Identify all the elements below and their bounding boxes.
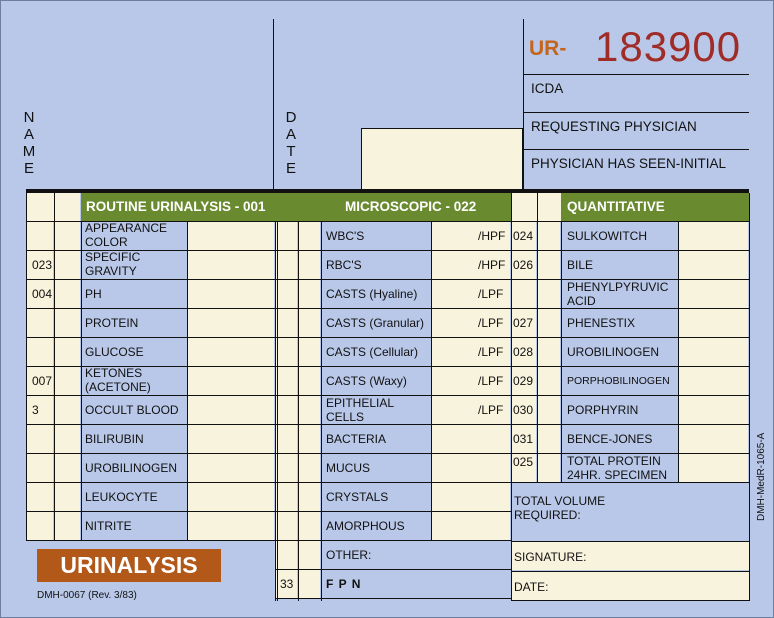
micro-test-label: BACTERIA [326,432,387,446]
date-footer-label: DATE: [514,580,549,594]
routine-test-label: UROBILINOGEN [85,461,178,475]
micro-check-cell[interactable] [299,570,320,598]
row-rule [26,279,275,280]
header-divider-left [273,19,274,191]
micro-check-cell[interactable] [299,280,320,308]
quant-test-label: PHENESTIX [567,316,636,330]
row-rule [26,424,275,425]
row-rule [275,598,511,599]
ur-prefix: UR- [529,37,567,60]
routine-code-header-cell [26,193,54,221]
quant-check-cell[interactable] [538,309,560,337]
routine-check-cell[interactable] [55,512,80,540]
urinalysis-badge: URINALYSIS [37,549,221,582]
section-header-quantitative: QUANTITATIVE [561,193,749,221]
micro-test-label: CASTS (Waxy) [326,374,407,388]
quant-test-label: PORPHOBILINOGEN [567,375,670,387]
row-rule [275,250,511,251]
micro-check-cell[interactable] [299,338,320,366]
routine-check-header-cell [55,193,80,221]
row-rule [511,250,749,251]
routine-code: 023 [32,258,53,272]
column-rule [561,193,562,483]
micro-check-cell[interactable] [299,251,320,279]
routine-check-cell[interactable] [55,251,80,279]
micro-code-cell[interactable] [275,541,297,569]
micro-test-label: F P N [326,577,362,591]
row-rule [511,424,749,425]
row-rule [511,541,749,542]
row-rule [511,221,749,222]
ur-number: 183900 [595,23,742,70]
routine-test-label: PROTEIN [85,316,139,330]
routine-code: 3 [32,403,39,417]
quant-code: 025 [513,455,534,469]
column-rule [511,193,512,601]
row-rule [26,395,275,396]
routine-check-cell[interactable] [55,338,80,366]
micro-code-cell[interactable] [275,483,297,511]
quant-check-header-cell [538,193,561,221]
row-rule [26,453,275,454]
routine-result-cell[interactable] [188,309,274,337]
routine-check-cell[interactable] [55,396,80,424]
row-rule [511,337,749,338]
quant-check-cell[interactable] [538,425,560,453]
quant-code: 031 [513,432,534,446]
quant-check-cell[interactable] [538,222,560,250]
micro-check-cell[interactable] [299,425,320,453]
micro-code-cell[interactable] [275,367,297,395]
quant-code: 028 [513,345,534,359]
routine-test-label: NITRITE [85,519,132,533]
micro-test-label: CASTS (Cellular) [326,345,419,359]
column-rule [275,193,276,601]
row-rule [26,482,275,483]
row-rule [275,221,511,222]
row-rule [275,279,511,280]
micro-code-cell[interactable] [275,251,297,279]
quant-result-cell[interactable] [679,309,748,337]
routine-result-cell[interactable] [188,425,274,453]
routine-check-cell[interactable] [55,425,80,453]
micro-code-cell[interactable] [275,338,297,366]
routine-test-label: BILIRUBIN [85,432,144,446]
row-rule [275,424,511,425]
divider [523,149,749,150]
row-rule [26,308,275,309]
quant-test-label: PHENYLPYRUVIC ACID [567,280,669,308]
quant-result-cell[interactable] [679,280,748,308]
quant-test-label: PORPHYRIN [567,403,639,417]
quant-test-label: BENCE-JONES [567,432,653,446]
routine-code-cell[interactable] [26,483,53,511]
routine-code: 004 [32,287,53,301]
row-rule [275,540,511,541]
icda-label: ICDA [531,81,564,96]
routine-result-cell[interactable] [188,396,274,424]
quant-code: 026 [513,258,534,272]
requesting-physician-label: REQUESTING PHYSICIAN [531,119,697,134]
quant-result-cell[interactable] [679,338,748,366]
row-rule [511,395,749,396]
quant-result-cell[interactable] [679,454,748,482]
micro-code-cell[interactable] [275,512,297,540]
micro-unit: /HPF [478,229,506,243]
routine-check-cell[interactable] [55,367,80,395]
date-label: D A T E [285,109,297,177]
section-header-microscopic: MICROSCOPIC - 022 [275,193,511,221]
row-rule [26,540,275,541]
micro-test-label: RBC'S [326,258,362,272]
routine-code-cell[interactable] [26,396,53,424]
column-rule [81,193,82,540]
quant-code: 024 [513,229,534,243]
routine-result-cell[interactable] [188,512,274,540]
micro-code-cell[interactable] [275,280,297,308]
routine-test-label: GLUCOSE [85,345,144,359]
routine-check-cell[interactable] [55,483,80,511]
routine-code-cell[interactable] [26,425,53,453]
routine-result-cell[interactable] [188,454,274,482]
routine-check-cell[interactable] [55,454,80,482]
divider [523,74,749,75]
micro-code-cell[interactable] [275,222,297,250]
routine-result-cell[interactable] [188,367,274,395]
micro-code-cell[interactable] [275,425,297,453]
routine-result-cell[interactable] [188,222,274,250]
micro-check-cell[interactable] [299,512,320,540]
header-divider-right [523,19,524,191]
row-rule [511,366,749,367]
micro-check-cell[interactable] [299,483,320,511]
quant-code-cell[interactable] [511,280,536,308]
routine-test-label: LEUKOCYTE [85,490,158,504]
quant-code: 027 [513,316,534,330]
divider [523,112,749,113]
routine-code-cell[interactable] [26,454,53,482]
quant-test-label: TOTAL PROTEIN 24HR. SPECIMEN [567,454,668,482]
routine-check-cell[interactable] [55,309,80,337]
column-rule [749,193,750,601]
row-rule [275,482,511,483]
name-label: N A M E [22,109,36,177]
column-rule [298,221,299,601]
micro-check-cell[interactable] [299,541,320,569]
row-rule [275,308,511,309]
routine-test-label: KETONES (ACETONE) [85,366,151,394]
column-rule [537,193,538,483]
micro-unit: /LPF [478,316,504,330]
micro-test-label: WBC'S [326,229,365,243]
row-rule [275,511,511,512]
micro-code-cell[interactable] [275,396,297,424]
micro-check-cell[interactable] [299,396,320,424]
micro-unit: /LPF [478,287,504,301]
total-volume-label: TOTAL VOLUME REQUIRED: [514,494,606,522]
micro-check-cell[interactable] [299,454,320,482]
row-rule [275,569,511,570]
routine-result-cell[interactable] [188,338,274,366]
quant-result-cell[interactable] [679,251,748,279]
quant-check-cell[interactable] [538,280,560,308]
column-rule [54,193,55,540]
micro-test-label: EPITHELIAL CELLS [326,396,395,424]
column-rule [431,221,432,540]
micro-code-cell[interactable] [275,309,297,337]
row-rule [511,571,749,572]
row-rule [275,337,511,338]
physician-seen-label: PHYSICIAN HAS SEEN-INITIAL [531,156,727,171]
row-rule [26,250,275,251]
micro-unit: /LPF [478,403,504,417]
routine-result-cell[interactable] [188,251,274,279]
routine-check-cell[interactable] [55,280,80,308]
routine-check-cell[interactable] [55,222,80,250]
row-rule [26,511,275,512]
column-rule [321,221,322,601]
micro-code: 33 [280,577,294,591]
quant-result-cell[interactable] [679,367,748,395]
micro-result-cell[interactable] [432,425,510,453]
routine-code-cell[interactable] [26,222,53,250]
row-rule [511,308,749,309]
row-rule [275,366,511,367]
quant-test-label: UROBILINOGEN [567,345,660,359]
row-rule [511,482,749,483]
routine-result-cell[interactable] [188,483,274,511]
micro-check-cell[interactable] [299,309,320,337]
row-rule [275,453,511,454]
micro-check-cell[interactable] [299,222,320,250]
micro-code-cell[interactable] [275,454,297,482]
quant-result-cell[interactable] [679,222,748,250]
routine-code: 007 [32,374,53,388]
routine-code-cell[interactable] [26,309,53,337]
quant-check-cell[interactable] [538,396,560,424]
routine-test-label: APPEARANCE COLOR [85,221,168,249]
quant-code: 030 [513,403,534,417]
micro-test-label: OTHER: [326,548,372,562]
row-rule [26,337,275,338]
quant-result-cell[interactable] [679,425,748,453]
quant-test-label: BILE [567,258,594,272]
column-rule [26,193,27,540]
micro-result-cell[interactable] [432,483,510,511]
routine-code-cell[interactable] [26,512,53,540]
column-rule [277,193,278,601]
micro-test-label: CASTS (Granular) [326,316,425,330]
routine-code-cell[interactable] [26,338,53,366]
row-rule [511,600,749,601]
micro-unit: /LPF [478,374,504,388]
micro-test-label: MUCUS [326,461,370,475]
form-number: DMH-0067 (Rev. 3/83) [37,590,137,601]
micro-test-label: AMORPHOUS [326,519,405,533]
micro-result-cell[interactable] [432,454,510,482]
quant-test-label: SULKOWITCH [567,229,648,243]
quant-check-cell[interactable] [538,367,560,395]
routine-test-label: PH [85,287,102,301]
micro-test-label: CRYSTALS [326,490,389,504]
routine-test-label: OCCULT BLOOD [85,403,179,417]
quant-code-header-cell [511,193,537,221]
micro-check-cell[interactable] [299,367,320,395]
column-rule [187,221,188,540]
signature-label: SIGNATURE: [514,550,587,564]
micro-test-label: CASTS (Hyaline) [326,287,418,301]
quant-code: 029 [513,374,534,388]
micro-result-cell[interactable] [432,512,510,540]
quant-result-cell[interactable] [679,396,748,424]
routine-test-label: SPECIFIC GRAVITY [85,250,141,278]
column-rule [678,221,679,482]
quant-check-cell[interactable] [538,251,560,279]
micro-unit: /HPF [478,258,506,272]
routine-result-cell[interactable] [188,280,274,308]
side-code: DMH-MedR-1065-A [756,432,767,521]
micro-unit: /LPF [478,345,504,359]
section-header-routine: ROUTINE URINALYSIS - 001 [81,193,275,221]
quant-check-cell[interactable] [538,454,560,482]
date-stamp-box[interactable] [361,128,523,191]
quant-check-cell[interactable] [538,338,560,366]
